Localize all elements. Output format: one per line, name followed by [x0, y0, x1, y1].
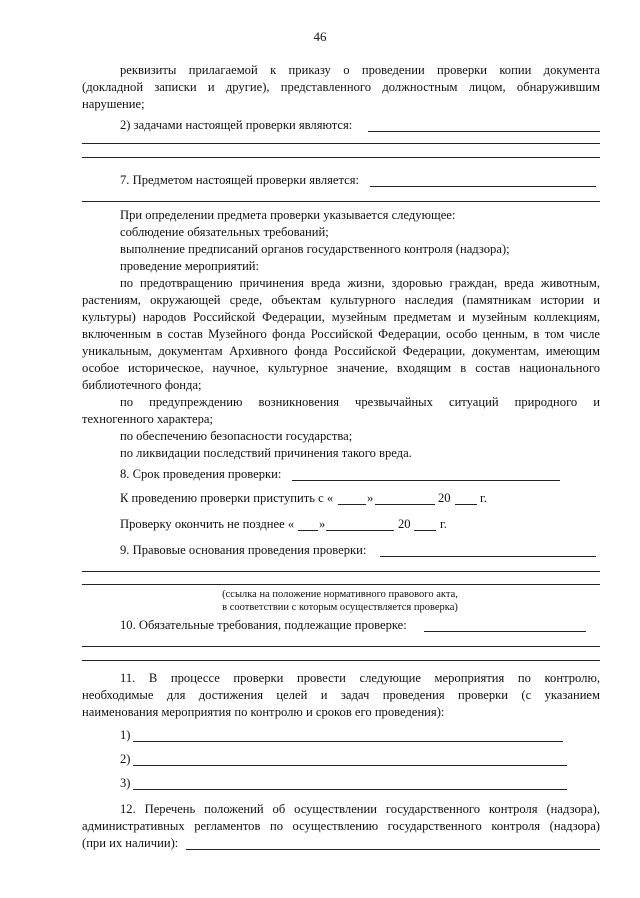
fill-line[interactable]: [424, 631, 586, 632]
fill-line[interactable]: [292, 480, 560, 481]
item-8-label: 8. Срок проведения проверки:: [120, 467, 282, 481]
list-item-label: 1): [120, 728, 131, 742]
text-line: по ликвидации последствий причинения такого вреда.: [120, 446, 412, 460]
text-line: техногенного характера;: [82, 412, 213, 426]
text-line: библиотечного фонда;: [82, 378, 202, 392]
end-date-prefix: Проверку окончить не позднее «: [120, 517, 295, 531]
legal-basis-caption: [80, 588, 600, 614]
year-field[interactable]: [414, 530, 436, 531]
item-10-label: 10. Обязательные требования, подлежащие проверке:: [120, 618, 407, 632]
month-field[interactable]: [326, 530, 394, 531]
text-line: проведение мероприятий:: [120, 259, 260, 273]
fill-line[interactable]: [82, 157, 600, 158]
text-line: При определении предмета проверки указывается следующее:: [120, 208, 456, 222]
caption-line: в соответствии с которым осуществляется проверка): [222, 602, 458, 613]
text-line: (при их наличии):: [82, 836, 179, 850]
text-line: (докладной записки и другие), представленного должностным лицом, обнаружившим: [82, 80, 600, 94]
page-number: 46: [313, 29, 327, 44]
text-line: реквизиты прилагаемой к приказу о проведении проверки копии документа: [120, 63, 600, 77]
fill-line[interactable]: [82, 660, 600, 661]
day-field[interactable]: [298, 530, 318, 531]
caption-line: (ссылка на положение нормативного правового акта,: [222, 589, 458, 600]
year-suffix: г.: [440, 517, 447, 531]
text-line: растениям, окружающей среде, объектам культурного наследия (памятникам истории и: [82, 293, 600, 307]
item-2-label: 2) задачами настоящей проверки являются:: [120, 118, 353, 132]
fill-line[interactable]: [82, 143, 600, 144]
year-field[interactable]: [455, 504, 477, 505]
quote-close: »: [319, 517, 326, 531]
quote-close: »: [367, 491, 374, 505]
fill-line[interactable]: [133, 765, 567, 766]
list-item-label: 2): [120, 752, 131, 766]
start-date-prefix: К проведению проверки приступить с «: [120, 491, 334, 505]
text-line: по предотвращению причинения вреда жизни, здоровью граждан, вреда животным,: [120, 276, 600, 290]
fill-line[interactable]: [133, 789, 567, 790]
fill-line[interactable]: [82, 584, 600, 585]
list-item-label: 3): [120, 776, 131, 790]
text-line: соблюдение обязательных требований;: [120, 225, 329, 239]
text-line: административных регламентов по осуществлению государственного контроля (надзора): [82, 819, 600, 833]
year-prefix: 20: [438, 491, 451, 505]
month-field[interactable]: [375, 504, 435, 505]
year-prefix: 20: [398, 517, 411, 531]
fill-line[interactable]: [82, 201, 600, 202]
year-suffix: г.: [480, 491, 487, 505]
text-line: культуры) народов Российской Федерации, музейным предметам и музейным коллекциям,: [82, 310, 600, 324]
item-9-label: 9. Правовые основания проведения проверки:: [120, 543, 367, 557]
fill-line[interactable]: [380, 556, 596, 557]
fill-line[interactable]: [186, 849, 600, 850]
text-line: по обеспечению безопасности государства;: [120, 429, 353, 443]
text-line: нарушение;: [82, 97, 145, 111]
text-line: выполнение предписаний органов государственного контроля (надзора);: [120, 242, 510, 256]
text-line: по предупреждению возникновения чрезвычайных ситуаций природного и: [120, 395, 600, 409]
text-line: 11. В процессе проверки провести следующие мероприятия по контролю,: [120, 671, 600, 685]
text-line: особое историческое, научное, культурное значение, входящим в состав национального: [82, 361, 600, 375]
fill-line[interactable]: [82, 646, 600, 647]
text-line: включенным в состав Музейного фонда Российской Федерации, особо ценным, в том числе: [82, 327, 600, 341]
fill-line[interactable]: [82, 571, 600, 572]
item-7-label: 7. Предметом настоящей проверки является:: [120, 173, 360, 187]
text-line: необходимые для достижения целей и задач проведения проверки (с указанием: [82, 688, 600, 702]
fill-line[interactable]: [133, 741, 563, 742]
text-line: 12. Перечень положений об осуществлении государственного контроля (надзора),: [120, 802, 600, 816]
fill-line[interactable]: [368, 131, 600, 132]
text-line: уникальным, документам Архивного фонда Российской Федерации, документам, имеющим: [82, 344, 600, 358]
day-field[interactable]: [338, 504, 366, 505]
fill-line[interactable]: [370, 186, 596, 187]
text-line: наименования мероприятия по контролю и сроков его проведения):: [82, 705, 445, 719]
